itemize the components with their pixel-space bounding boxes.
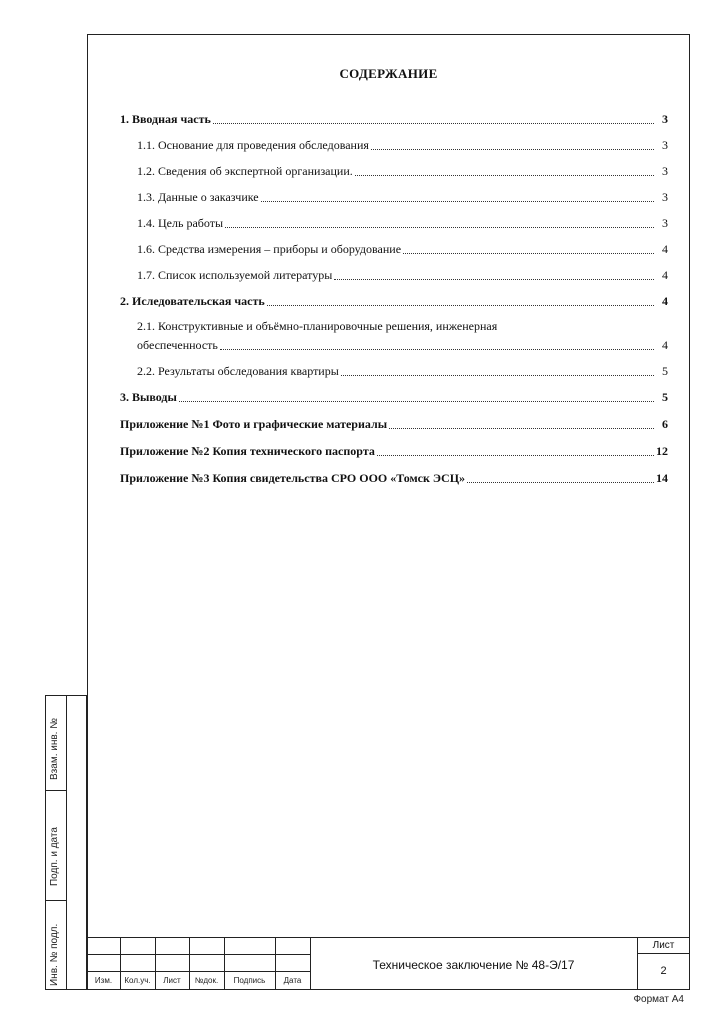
toc-entry[interactable]: Приложение №2 Копия технического паспорта 12 (120, 444, 668, 458)
toc-entry[interactable]: 1.4. Цель работы 3 (137, 216, 668, 230)
table-of-contents (120, 112, 668, 486)
col-izm: Изм. (94, 976, 113, 985)
document-designation: Техническое заключение № 48-Э/17 (372, 958, 575, 972)
page-title: СОДЕРЖАНИЕ (339, 66, 438, 81)
format-label: Формат А4 (633, 994, 684, 1005)
toc-entry[interactable]: 3. Выводы 5 (120, 390, 668, 404)
col-data: Дата (283, 976, 302, 985)
toc-entry[interactable]: Приложение №3 Копия свидетельства СРО ООО «Томск ЭСЦ» 14 (120, 471, 668, 485)
toc-entry[interactable]: 1.7. Список используемой литературы 4 (137, 268, 668, 282)
toc-entry[interactable]: 1.6. Средства измерения – приборы и оборудование 4 (137, 242, 668, 256)
sheet-label: Лист (652, 940, 675, 951)
toc-entry[interactable]: 1.2. Сведения об экспертной организации. 3 (137, 164, 668, 178)
toc-entry[interactable]: 2. Иследовательская часть 4 (120, 294, 668, 308)
podp-data-label: Подп. и дата (49, 827, 60, 886)
title-block (87, 937, 690, 990)
col-ndok: №док. (194, 976, 219, 985)
toc-entry[interactable]: 1.1. Основание для проведения обследования 3 (137, 138, 668, 152)
toc-entry[interactable]: 1.3. Данные о заказчике 3 (137, 190, 668, 204)
toc-entry[interactable]: 2.2. Результаты обследования квартиры 5 (137, 364, 668, 378)
col-list: Лист (163, 976, 181, 985)
binding-strip (45, 695, 87, 990)
toc-entry[interactable]: 2.1. Конструктивные и объёмно-планировочные решения, инженерная обеспеченность 4 (137, 319, 668, 352)
toc-entry[interactable]: Приложение №1 Фото и графические материалы 6 (120, 417, 668, 431)
sheet-number: 2 (660, 965, 667, 977)
col-kol-uch: Кол.уч. (124, 976, 151, 985)
col-podpis: Подпись (233, 976, 266, 985)
toc-entry[interactable]: 1. Вводная часть 3 (120, 112, 668, 126)
vzam-inv-label: Взам. инв. № (49, 718, 60, 780)
inv-podl-label: Инв. № подл. (49, 923, 60, 986)
